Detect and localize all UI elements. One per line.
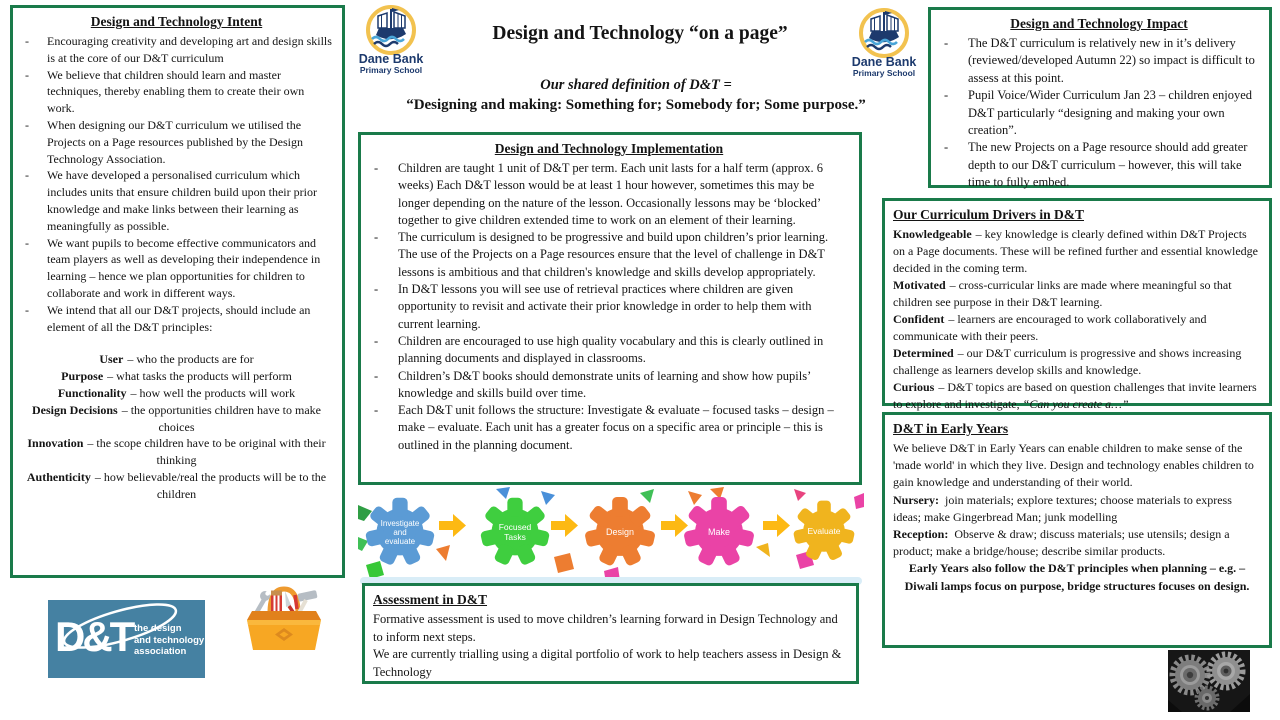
principle-term: Innovation	[27, 436, 84, 451]
definition-line2: “Designing and making: Something for; Somebody for; Some purpose.”	[406, 97, 866, 113]
intent-heading: Design and Technology Intent	[90, 14, 263, 29]
nursery-line	[893, 492, 1261, 526]
list-item	[937, 87, 1261, 139]
drivers-list	[893, 226, 1261, 413]
bullet-marker: -	[374, 282, 379, 297]
list-item	[18, 67, 335, 117]
assessment-line: Formative assessment is used to move children’s learning forward in Design Technology and to inform next steps.	[373, 612, 838, 644]
flow-step-design	[584, 497, 656, 567]
bullet-text: The new Projects on a Page resource should add greater depth to our D&T curriculum – however, this will take time to fully embed.	[968, 140, 1248, 190]
bullet-text: Encouraging creativity and developing art and design skills is at the core of our D&T curriculum	[47, 34, 332, 65]
intent-bullet-list	[18, 33, 335, 335]
flow-step-evaluate	[793, 501, 855, 562]
list-item	[367, 281, 851, 333]
step-label: Design	[605, 527, 635, 537]
principle-desc: – who the products are for	[127, 352, 254, 367]
principle-term: Design Decisions	[32, 402, 118, 417]
school-logo-right	[845, 6, 923, 80]
driver-item	[893, 277, 1261, 311]
arrow-right-icon	[439, 514, 466, 537]
bullet-text: Pupil Voice/Wider Curriculum Jan 23 – children enjoyed D&T particularly “designing and making your own creation”.	[968, 88, 1253, 138]
principle-item	[18, 435, 335, 469]
principle-term: User	[99, 352, 124, 367]
school-type: Primary School	[852, 68, 916, 78]
bullet-marker: -	[944, 88, 949, 103]
implementation-box	[358, 132, 862, 485]
school-crest-icon	[845, 6, 923, 80]
driver-desc: – D&T topics are based on question challenges that invite learners to explore and investigate,	[893, 380, 1257, 411]
bullet-text: Each D&T unit follows the structure: Investigate & evaluate – focused tasks – design – make – evaluate. Each unit has a greater focus on a specific area or principle – this is outlined in the planning document.	[398, 403, 834, 452]
list-item	[367, 333, 851, 368]
nursery-label: Nursery:	[893, 492, 939, 507]
principle-item	[18, 351, 335, 368]
driver-desc: – learners are encouraged to work collaboratively and communicate with their peers.	[893, 312, 1207, 343]
bullet-text: Children are taught 1 unit of D&T per term. Each unit lasts for a half term (approx. 6 weeks) Each D&T lesson would be at least 1 hour however, sometimes this may be longer depending on the nature of the lesson. Occasionally lessons may be ‘blocked’ together to give children extended time to work on an element of their learning.	[398, 161, 823, 227]
bullet-text: We want pupils to become effective communicators and team players as well as developing their independence in learning – hence we plan opportunities for children to collaborate and work in different ways.	[47, 235, 321, 300]
bullet-marker: -	[25, 235, 29, 250]
principle-term: Functionality	[57, 385, 127, 400]
bullet-text: We intend that all our D&T projects, should include an element of all the D&T principles:	[47, 302, 311, 334]
school-crest-icon	[352, 3, 430, 77]
school-name: Dane Bank	[851, 55, 917, 69]
ship-mast	[390, 9, 392, 30]
principle-item	[18, 368, 335, 385]
page-title: Design and Technology “on a page”	[492, 23, 788, 44]
principle-desc: – the scope children have to be original with their thinking	[87, 436, 326, 468]
driver-term: Motivated	[893, 278, 946, 292]
bullet-marker: -	[25, 168, 29, 183]
flow-step-focused-tasks	[480, 498, 550, 566]
bullet-text: The D&T curriculum is relatively new in it’s delivery (reviewed/developed Autumn 22) so impact is difficult to assess at this point.	[968, 36, 1255, 85]
bullet-marker: -	[374, 161, 379, 175]
list-item	[18, 33, 335, 67]
dt-association-logo	[48, 600, 205, 678]
bullet-marker: -	[944, 140, 949, 155]
driver-desc: – key knowledge is clearly defined within D&T Projects on a Page documents. These will be refined further and essential knowledge decided in the coming term.	[893, 227, 1258, 275]
assessment-line: We are currently trialling using a digital portfolio of work to help teachers assess in Design & Technology	[373, 647, 842, 679]
gears-graphic	[1168, 650, 1250, 712]
step-label: Tasks	[504, 532, 526, 542]
school-logo-left	[352, 3, 430, 77]
driver-term: Knowledgeable	[893, 227, 972, 241]
school-type: Primary School	[359, 65, 423, 75]
bullet-marker: -	[374, 333, 379, 348]
driver-item	[893, 226, 1261, 277]
step-label: and	[393, 528, 407, 537]
intent-box	[10, 5, 345, 578]
driver-item	[893, 379, 1261, 413]
bullet-marker: -	[374, 230, 379, 245]
list-item	[18, 167, 335, 234]
bullet-marker: -	[944, 36, 949, 50]
nursery-text: join materials; explore textures; choose materials to express ideas; make Gingerbread Man; junk modelling	[893, 492, 1232, 524]
reception-label: Reception:	[893, 527, 949, 542]
reception-text: Observe & draw; discuss materials; use utensils; design a product; make a bridge/house; describe similar products.	[893, 527, 1230, 559]
bullet-marker: -	[374, 368, 379, 383]
principle-item	[18, 402, 335, 436]
principle-desc: – how well the products will work	[130, 385, 296, 400]
list-item	[367, 368, 851, 403]
arrow-right-icon	[661, 514, 688, 537]
shared-definition	[360, 76, 912, 115]
dta-tagline-line: the design	[134, 623, 182, 634]
principle-item	[18, 469, 335, 503]
bullet-text: In D&T lessons you will see use of retrieval practices where children are given opportunity to revisit and activate their prior knowledge in order to help them with current learning.	[398, 282, 812, 331]
bullet-marker: -	[25, 67, 29, 82]
principle-term: Authenticity	[26, 469, 91, 484]
flow-step-investigate-evaluate	[365, 498, 435, 566]
gears-photo	[1168, 650, 1250, 712]
list-item	[367, 402, 851, 454]
principle-desc: – the opportunities children have to make choices	[121, 402, 321, 434]
driver-term: Curious	[893, 380, 935, 394]
list-item	[367, 229, 851, 281]
drivers-heading: Our Curriculum Drivers in D&T	[893, 207, 1084, 222]
flow-step-make	[683, 497, 755, 567]
bullet-text: We believe that children should learn and master techniques, thereby enabling them to create their own work.	[47, 67, 305, 116]
driver-item	[893, 311, 1261, 345]
bullet-marker: -	[25, 117, 29, 132]
list-item	[18, 117, 335, 167]
bullet-text: We have developed a personalised curriculum which includes units that ensure children build upon their prior knowledge and make links between their learning as meaningfully as possible.	[47, 168, 317, 233]
impact-box	[928, 7, 1272, 188]
driver-desc: – cross-curricular links are made where meaningful so that children see purpose in their D&T learning.	[893, 278, 1232, 309]
driver-term: Confident	[893, 312, 945, 326]
step-label: Make	[707, 527, 731, 537]
dta-tagline-line: and technology	[134, 634, 205, 646]
principle-item	[18, 385, 335, 402]
list-item	[937, 35, 1261, 87]
bullet-text: Children are encouraged to use high quality vocabulary and this is clearly outlined in planning documents and displayed in classrooms.	[398, 333, 824, 366]
toolbox-rim	[247, 611, 321, 620]
impact-bullet-list	[937, 35, 1261, 192]
list-item	[18, 302, 335, 336]
early-years-box	[882, 412, 1272, 648]
impact-heading: Design and Technology Impact	[1010, 16, 1188, 31]
dta-tagline	[134, 623, 204, 658]
curriculum-drivers-box	[882, 198, 1272, 411]
step-label: Investigate	[380, 519, 420, 528]
reception-line	[893, 526, 1261, 560]
bullet-text: Children’s D&T books should demonstrate units of learning and show how pupils’ knowledge and skills build over time.	[398, 368, 811, 400]
dta-wordmark: D&T	[55, 613, 133, 660]
bullet-marker: -	[25, 302, 29, 317]
assessment-lines	[373, 611, 846, 681]
toolbox-highlight	[247, 620, 321, 625]
driver-item	[893, 345, 1261, 379]
assessment-box	[362, 583, 859, 684]
principles-list	[18, 351, 335, 502]
list-item	[937, 139, 1261, 191]
process-flow-diagram	[358, 487, 864, 587]
implementation-heading: Design and Technology Implementation	[494, 141, 724, 156]
implementation-bullet-list	[367, 160, 851, 454]
bullet-text: The curriculum is designed to be progressive and build upon children’s prior learning. The use of the Projects on a Page resources ensure that the level of challenge in D&T lessons is ambitious and that children's knowledge and skills develop appropriately.	[398, 230, 829, 279]
bullet-marker: -	[25, 34, 29, 48]
list-item	[367, 160, 851, 229]
assessment-heading: Assessment in D&T	[373, 592, 488, 607]
definition-line1: Our shared definition of D&T =	[540, 77, 732, 93]
driver-term: Determined	[893, 346, 954, 360]
toolbox-graphic	[238, 583, 330, 653]
driver-quote: “Can you create a…”	[1019, 397, 1129, 411]
step-label: Evaluate	[807, 526, 841, 536]
dta-tagline-line: association	[134, 646, 187, 657]
list-item	[18, 235, 335, 302]
arrow-right-icon	[551, 514, 578, 537]
school-name: Dane Bank	[358, 52, 424, 66]
step-label: Focused	[498, 522, 532, 532]
step-label: evaluate	[384, 537, 416, 546]
principle-term: Purpose	[61, 369, 104, 384]
toolbox-icon	[238, 583, 330, 653]
bullet-text: When designing our D&T curriculum we utilised the Projects on a Page resources published by the Design Technology Association.	[47, 117, 303, 166]
bullet-marker: -	[374, 403, 379, 418]
principle-desc: – how believable/real the products will be to the children	[94, 469, 327, 501]
early-years-heading: D&T in Early Years	[893, 421, 1009, 436]
early-years-footer: Early Years also follow the D&T principles when planning – e.g. – Diwali lamps focus on purpose, bridge structures focuses on design.	[904, 561, 1250, 593]
arrow-right-icon	[763, 514, 790, 537]
driver-desc: – our D&T curriculum is progressive and shows increasing challenge as learners develop skills and knowledge.	[893, 346, 1242, 377]
principle-desc: – what tasks the products will perform	[107, 369, 292, 384]
early-years-intro: We believe D&T in Early Years can enable children to make sense of the 'made world' in which they live. Design and technology enables children to gain knowledge and understanding of their world.	[893, 441, 1254, 490]
